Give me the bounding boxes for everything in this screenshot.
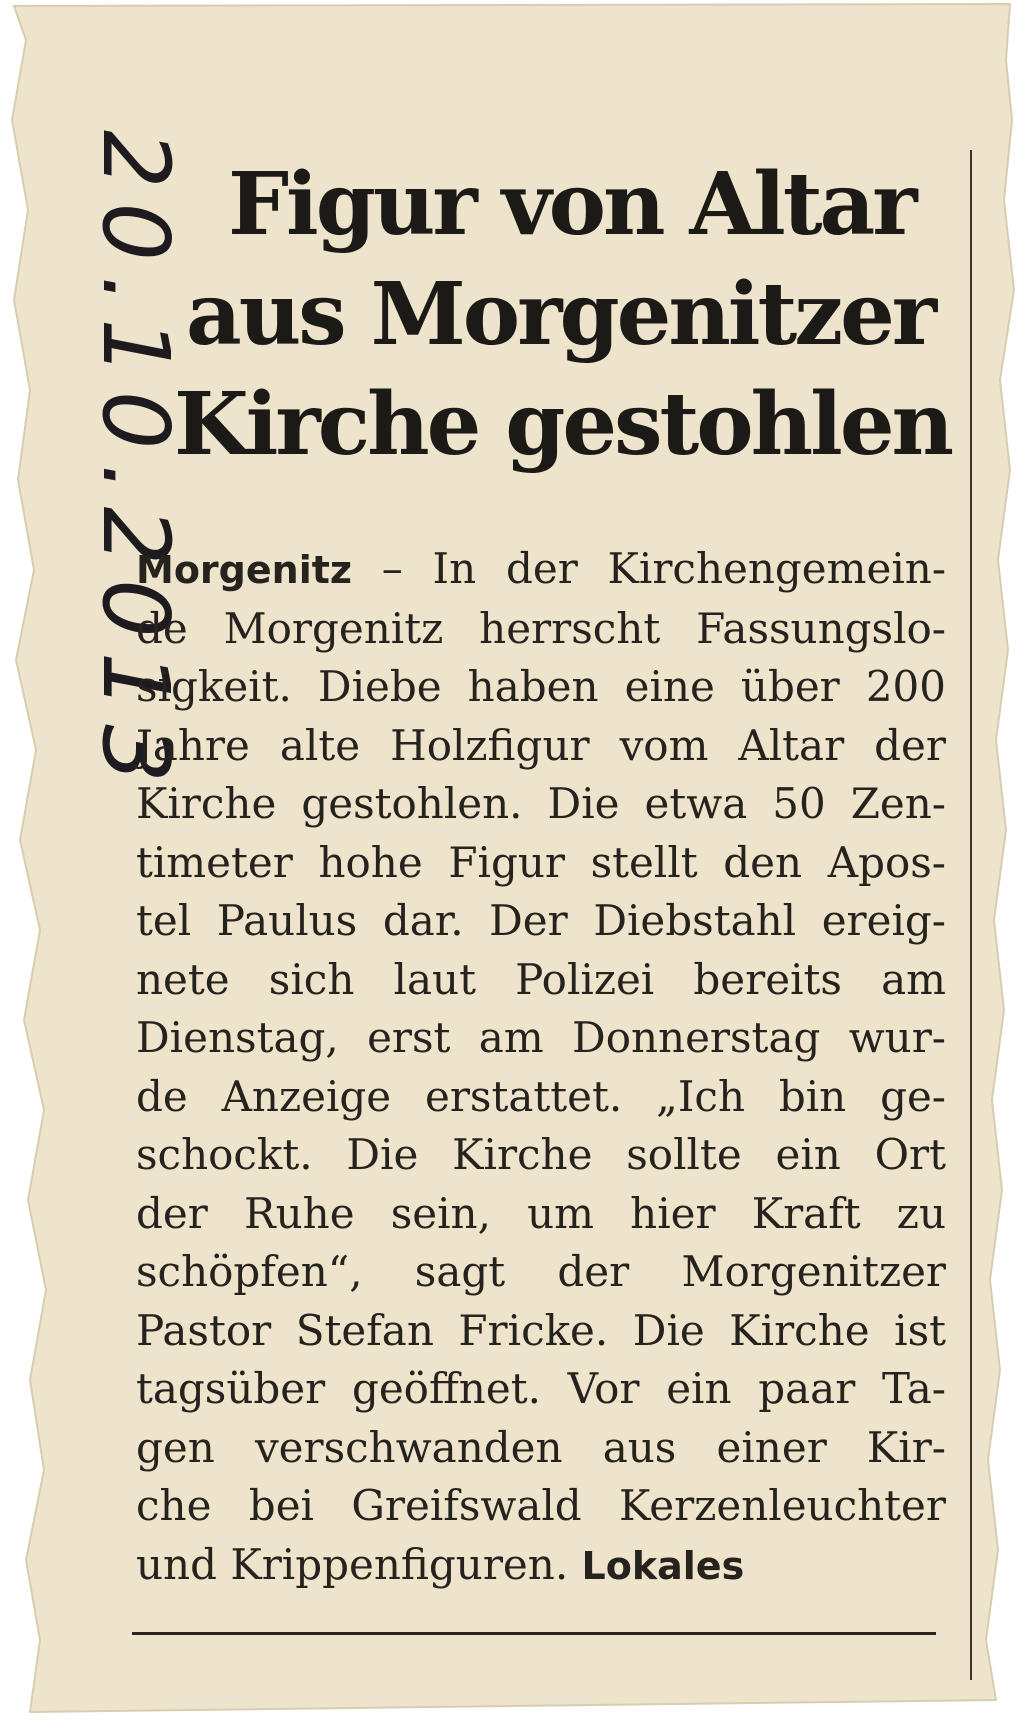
article-line: Jahre alte Holzfigur vom Altar der [136,720,946,770]
article-line: sigkeit. Diebe haben eine über 200 [136,662,946,711]
article-line: Dienstag, erst am Donnerstag wur- [136,1013,946,1062]
article-last-line [136,1536,946,1596]
article-line: schöpfen“, sagt der Morgenitzer [136,1247,946,1296]
headline [168,150,958,480]
article-last-line-text: und Krippenfiguren. [136,1539,582,1589]
dateline-dash: – [352,544,433,593]
article-line-1 [136,540,946,600]
article-line: Kirche gestohlen. Die etwa 50 Zen- [136,779,946,828]
article-line: gen verschwanden aus einer Kir- [136,1422,946,1472]
dateline: Morgenitz [136,548,352,592]
section-reference: Lokales [581,1543,745,1588]
headline-line-2: aus Morgenitzer [186,264,935,365]
article-line: schockt. Die Kirche sollte ein Ort [136,1130,946,1179]
article-line-1-text: In der Kirchengemein- [432,544,947,593]
bottom-rule [132,1632,936,1635]
column-rule [970,150,972,1680]
article-line: der Ruhe sein, um hier Kraft zu [136,1188,946,1238]
article-line: tel Paulus dar. Der Diebstahl ereig- [136,896,946,945]
handwritten-date: 20.10.2013 [82,130,189,797]
headline-line-3: Kirche gestohlen [174,374,952,475]
article-body [136,540,946,1595]
article-line: de Morgenitz herrscht Fassungslo- [136,603,946,653]
article-line: Pastor Stefan Fricke. Die Kirche ist [136,1305,946,1355]
article-line: nete sich laut Polizei bereits am [136,954,946,1004]
article-line: de Anzeige erstattet. „Ich bin ge- [136,1071,946,1121]
article-line: timeter hohe Figur stellt den Apos- [136,837,946,887]
article-line: che bei Greifswald Kerzenleuchter [136,1481,946,1530]
article-line: tagsüber geöffnet. Vor ein paar Ta- [136,1364,946,1413]
headline-line-1: Figur von Altar [228,154,915,255]
